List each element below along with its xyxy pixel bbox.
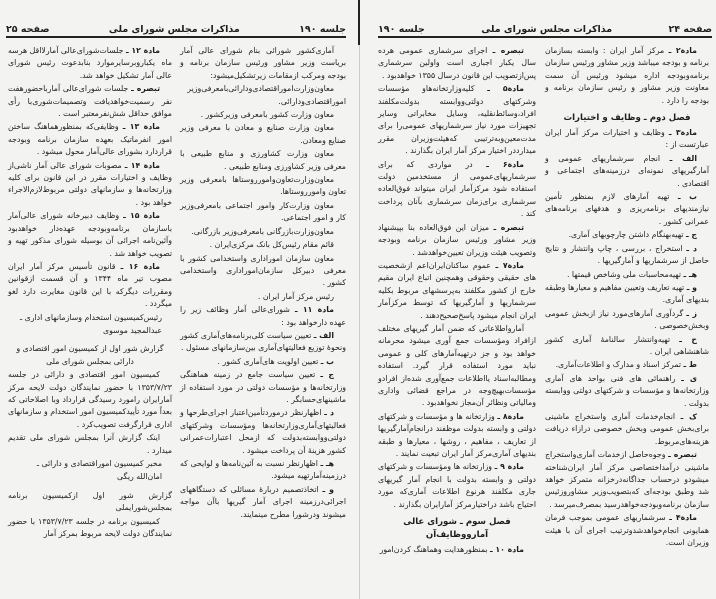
right-page-left-column bbox=[378, 45, 536, 557]
article-text: اینک گزارش آنرا بمجلس شورای ملی تقدیم میدارد . bbox=[8, 433, 172, 455]
article-text: وجوه‌حاصل ازخدمات آماری‌واستخراج ماشینی درآمداختصاصی مرکز آمار ایران‌شناخته میشودو درحساب جداگانه‌درخزانه متمرکز خواهد شد وطبق بودجه‌ای که‌بتصویب‌وزیر مشاوروزئیس سازمان برنامه‌وبودجه‌خواهدرسید بمصرف‌میرسد . bbox=[545, 450, 709, 509]
article-text: وظایف دبیرخانه شورای عالی‌آمار با‌سازمان برنامه‌وبودجه عهده‌دار خواهدبود وآئین‌نامه اجرائی آن بوسیله شورای مذکور تهیه و تصویب خواهد شد . bbox=[8, 211, 172, 258]
article-text: معاون وزارت صنایع و معادن با معرفی وزیر صنایع ومعادن. bbox=[180, 123, 346, 145]
article-text: تهیه‌وانتشار سالنامهٔ آماری کشور شاهنشاهی ایران . bbox=[545, 334, 709, 356]
article-label: مادة ۱۵ ـ bbox=[123, 211, 160, 221]
article-text: کمیسیون امور اقتصادی و دارائی در جلسه ۱۳۵۳/۷/۲۳ با حضور نمایندگان دولت لایحه مرکز آمارایران رامورد رسیدگی قرارداد وبا اصلاحاتی که بعداً مورد تأیید‌کمیسیون امور استخدام و سازمانهای اداری قرارگرفت تصویب‌کرد . bbox=[8, 370, 172, 429]
article-text: سرشماریهای عمومی بموجب فرمان همایونی انجام‌خواهدشدوترتیب اجرای آن با هیئت وزیران است. bbox=[545, 513, 709, 548]
article-paragraph bbox=[545, 512, 709, 549]
page-number: صفحه ۲۴ bbox=[668, 24, 712, 35]
article-label: مادة ۱۰ ـ bbox=[490, 545, 524, 555]
session-number: جلسه ۱۹۰ bbox=[378, 24, 425, 35]
article-text: تهیه آمارهای لازم بمنظور تأمین نیازمندیهای برنامه‌ریزی و هدفهای برنامه‌های عمرانی کشور . bbox=[545, 192, 709, 226]
article-text: وزارتخانه ها ومؤسسات و شرکتهای دولتی و وابسته بدولت با انجام آمار گیریهای جاری مکلفند هرنوع اطلاعات آماری‌که مورد احتیاج باشد دراختیارمرکز آمارایران بگذارند . bbox=[378, 462, 536, 509]
article-paragraph bbox=[180, 122, 346, 147]
article-text: میزان این فوق‌العاده بنا بپیشنهاد وزیر مشاور ورئیس سازمان برنامه وبودجه وتصویب هیئت وزیران تعیین‌خواهدشد . bbox=[378, 222, 536, 257]
article-paragraph bbox=[8, 261, 172, 311]
article-paragraph bbox=[545, 45, 709, 107]
article-text: معاون سازمان اموراداری واستخدامی کشور با معرفی دبیرکل سازمان‌اموراداری واستخدامی کشور . bbox=[180, 253, 346, 288]
article-paragraph bbox=[8, 83, 172, 120]
article-label: و ـ bbox=[686, 282, 697, 292]
article-text: در مواردی که برای سرشماریهای‌عمومی از مستخدمین دولت استفاده شود مرکز‌آمار ایران میتواند فوق‌العاده سرشماری برای‌زمان سرشماری بآنان پرداخت کند . bbox=[378, 159, 536, 219]
article-text: استخراج ، بررسی ، چاپ وانتشار و نتایج حاصل از سرشماریها و آمارگیریها . bbox=[545, 243, 709, 266]
article-paragraph bbox=[545, 373, 709, 410]
article-paragraph bbox=[8, 432, 172, 457]
article-label: مادة۳ ـ bbox=[668, 128, 697, 138]
article-paragraph bbox=[8, 160, 172, 210]
article-label: تبصره ـ bbox=[492, 46, 524, 55]
article-text: مرکز آمار ایران : وابسته بسازمان برنامه و بودجه میباشد وزیر مشاور ورئیس سازمان برنامه‌وبودجه اداره میشود ورئیس آن سمت معاونت وزیر مشاور و رئیس سازمان برنامه و بودجه را دارد . bbox=[545, 46, 709, 105]
article-text: تمرکز اسناد و مدارک و اطلاعات‌آماری. bbox=[555, 360, 682, 370]
article-label: مادة ۹ ـ bbox=[494, 462, 524, 472]
article-paragraph bbox=[180, 458, 346, 483]
article-text: کلیه‌وزارتخانه‌هاو مؤسسات وشرکتهای دولتی‌ووابسته بدولت‌مکلفند افراد،وسائط‌نقلیه، وسایل مخابراتی وسایر تجهیزات مورد نیاز سرشماریهای عمومی‌را برای مدت‌معین‌وبه‌ترتیبی که‌هیئت‌وزیران مقرر میدارد‌در اختیار مرکز آمار ایران بگذارند . bbox=[378, 84, 536, 156]
signature-line: عبدالمجید موسوی bbox=[103, 325, 162, 335]
article-paragraph bbox=[180, 148, 346, 173]
article-label: مادة۲ ـ bbox=[668, 46, 697, 55]
article-text: راهنمائی های فنی بواحد های آماری وزارتخانه‌ها و مؤسسات و شرکتهای دولتی ووابسته بدولت . bbox=[545, 373, 709, 408]
article-text: معاون‌وزارت‌تعاون‌وامورروستاها بامعرفی وزیر تعاون وامورروستاها. bbox=[180, 175, 346, 197]
book-spine bbox=[358, 0, 360, 45]
article-paragraph bbox=[180, 369, 346, 406]
article-paragraph bbox=[545, 243, 709, 268]
article-label: مادة ۱۴ ـ bbox=[124, 160, 160, 170]
article-text: تعیین سیاست جامع در زمینه هماهنگی وزارتخانه‌ها و مؤسسات دولتی در مورد استفاده از ماشینهای‌حسابگر . bbox=[180, 370, 346, 404]
article-text: وزارتخانه ها و مؤسسات و شرکتهای دولتی و وابسته بدولت موظفند درانجام‌آمارگیریها از تعاریف ، مفاهیم ، روشها ، معیارها و طبقه بندیهای آماری‌مرکز آمار ایران تبعیت نمایند . bbox=[378, 411, 536, 458]
article-label: الف ـ bbox=[669, 153, 698, 163]
article-paragraph bbox=[8, 45, 172, 82]
section-heading: فصل سوم ـ شورای عالی آماروو‌ظایف‌آن bbox=[403, 517, 511, 541]
article-paragraph bbox=[545, 411, 709, 448]
article-text: وظایفی‌که بمنظورهماهنگ ساختن امور انفرماتیک بعهده سازمان برنامه وبودجه قراردارد بشورای عالی‌آمار محول میشود . bbox=[8, 122, 172, 157]
article-paragraph bbox=[378, 544, 536, 556]
article-text: اجرای سرشماری عمومی هرده سال یکبار اجباری است واولین سرشماری پس‌ازتصویب این قانون درسال ۱۳۵۵ خواهدبود . bbox=[378, 46, 536, 80]
article-label: ز ـ bbox=[686, 308, 697, 318]
article-label: ی ـ bbox=[681, 373, 698, 383]
article-text: مصوبات شورای عالی آمار ناشی‌از وظایف و اختیارات مقرر در این قانون برای کلیه وزارتخانه‌ها و سازمانهای دولتی مربوط‌لازم‌الاجراء خواهد بود . bbox=[8, 160, 172, 207]
article-label: تبصره ـ bbox=[131, 84, 160, 94]
running-title: مذاکرات مجلس شورای ملی bbox=[481, 24, 613, 35]
signature-line: مخبر کمیسیون امور‌اقتصادی و دارائی ـ bbox=[36, 459, 162, 468]
article-label: تبصره ـ bbox=[493, 222, 524, 232]
article-paragraph bbox=[545, 127, 709, 152]
left-page-header bbox=[6, 22, 346, 38]
article-paragraph bbox=[180, 356, 346, 368]
left-page-left-column bbox=[8, 45, 172, 541]
right-page-right-column bbox=[545, 45, 709, 550]
article-label: مادة۶ ـ bbox=[486, 159, 524, 169]
article-text: گردآوری آمارهای‌مورد نیاز ازبخش عمومی وبخش‌خصوصی . bbox=[545, 308, 709, 331]
article-text: معاون وزارت کشور بامعرفی وزیرکشور . bbox=[200, 110, 334, 120]
article-text: اظهارنظر درموردتأمین‌اعتبار اجرای‌طرحها و فعالیتهای‌آماری‌وزارتخانه‌ها ومؤسسات وشرکتهای دولتی‌ووابسته‌بدولت که ازمحل اعتبارات‌عمرانی کشور هزینهٔ آن پرداخت میشود . bbox=[180, 408, 346, 455]
article-label: هـ ـ bbox=[320, 459, 334, 468]
section-heading: فصل دوم ـ وظایف و اختیارات bbox=[563, 113, 691, 124]
article-text: جلسات شورای‌عالی آماربا‌حضور‌هفت نفر رسمیت‌خواهدیافت وتصمیمات‌شوری‌با رأی موافق حداقل شش‌نفرمعتبر است . bbox=[8, 84, 172, 119]
article-label: مادة ۱۳ ـ bbox=[122, 122, 161, 132]
article-label: مادة۸ ـ bbox=[497, 411, 524, 421]
article-label: ح ـ bbox=[679, 334, 698, 344]
page-number: صفحه ۲۵ bbox=[6, 24, 50, 35]
article-paragraph bbox=[545, 229, 709, 241]
article-label: الف ـ bbox=[313, 330, 334, 340]
article-paragraph bbox=[378, 159, 536, 221]
article-paragraph bbox=[180, 239, 346, 251]
article-text: انجام‌خدمات آماری واستخراج ماشینی برای‌بخش عمومی وبخش خصوصی درازاء دریافت هزینه‌های‌مربوط. bbox=[545, 411, 709, 446]
article-paragraph bbox=[545, 308, 709, 333]
page-divider bbox=[359, 45, 360, 599]
article-label: مادة۷ ـ bbox=[495, 260, 524, 270]
article-paragraph bbox=[378, 323, 536, 410]
article-text: آمارواطلاعاتی که ضمن آمار گیریهای مختلف ازافراد ومؤسسات جمع آوری میشود محرمانه خواهد بود و جز درتهیه‌آمارهای کلی و عمومی نباید مورد استفاده قرار گیرد. استفاده ومطالبه‌اسناد یااطلاعات جمع‌آوری شده‌از افرادو مؤسسات‌بهیچ‌وجه در مراجع قضائی واداری ومالیاتی ونظائر آن‌مجاز نخواهدبود . bbox=[378, 323, 536, 408]
article-paragraph bbox=[378, 222, 536, 259]
article-text: تعیین سیاست کلی‌برنامه‌های‌آماری کشور ونحوهٔ توزیع فعالیتهای‌آماری بین‌سازمانهای مسئول . bbox=[179, 330, 346, 353]
right-page-header bbox=[378, 22, 712, 38]
article-paragraph bbox=[180, 407, 346, 457]
article-label: مادة ۱۶ ـ bbox=[120, 261, 160, 271]
article-paragraph bbox=[8, 121, 172, 158]
article-label: ب ـ bbox=[320, 356, 334, 366]
article-paragraph bbox=[545, 282, 709, 307]
article-paragraph bbox=[545, 359, 709, 371]
article-label: د ـ bbox=[686, 243, 697, 253]
signature-line: امان‌الله ریگی bbox=[117, 472, 162, 482]
article-text: جلسات‌شورای‌عالی آمارلااقل هرسه ماه یکباروبرسایرموارد بنابدعوت رئیس شورای عالی آمار تشکیل خواهد شد. bbox=[8, 46, 172, 80]
article-paragraph bbox=[180, 253, 346, 290]
article-paragraph bbox=[378, 83, 536, 157]
article-text: تهیه تعاریف وتعیین مفاهیم و معیارها وطبقه بندیهای آماری. bbox=[545, 282, 709, 305]
article-paragraph bbox=[8, 516, 172, 541]
article-paragraph bbox=[180, 330, 346, 355]
article-paragraph bbox=[180, 200, 346, 225]
article-paragraph bbox=[180, 291, 346, 303]
article-text: اتخاذ‌تصمیم دربارهٔ مسائلی که دستگاههای اجرائی‌درزمینه اجرای آمار گیریها باآن مواجه میشوند ودرشورا مطرح مینمایند. bbox=[180, 484, 346, 519]
article-paragraph bbox=[378, 45, 536, 82]
article-paragraph bbox=[378, 260, 536, 322]
article-text: آماری‌کشور شورائی بنام شورای عالی آمار بریاست وزیر مشاور ورئیس سازمان برنامه و بودجه ومرکب ازمقامات زیرتشکیل‌میشود: bbox=[180, 46, 346, 80]
article-label: ک ـ bbox=[680, 411, 697, 421]
article-text: قانون تأسیس مرکز آمار ایران مصوب تیر ماه ۱۳۴۴ و آن قسمت ازقوانین ومقررات دیگرکه با این قانون مغایرت دارد لغو میگردد . bbox=[8, 261, 172, 309]
article-text: اظهارنظر نسبت به آئین‌نامه‌ها و لوایحی که درزمینه‌آمار‌تهیه میشود. bbox=[180, 459, 346, 481]
article-label: مادة۴ ـ bbox=[669, 513, 697, 523]
article-label: و ـ bbox=[322, 484, 335, 494]
article-label: ط ـ bbox=[683, 360, 697, 370]
article-label: هـ ـ bbox=[683, 269, 697, 279]
running-title: مذاکرات مجلس شورای ملی bbox=[108, 24, 240, 35]
session-number: جلسه ۱۹۰ bbox=[299, 24, 346, 35]
article-label: مادة۵ ـ bbox=[487, 84, 524, 94]
article-paragraph bbox=[545, 153, 709, 190]
article-text: معاون‌وزارت‌امور‌اقتصادی‌ودارائی‌بامعرفی‌وزیر امور‌اقتصادی‌ودارائی. bbox=[187, 84, 346, 106]
article-paragraph bbox=[180, 45, 346, 82]
article-paragraph bbox=[180, 83, 346, 108]
article-paragraph bbox=[545, 449, 709, 511]
article-paragraph bbox=[180, 304, 346, 329]
article-text: بمنظورهدایت وهماهنگ کردن‌امور bbox=[379, 545, 488, 555]
article-text: کمیسیون برنامه در جلسه ۱۳۵۳/۷/۲۳ با حضور نمایندگان دولت لایحه مربوط بمرکز آمار bbox=[8, 516, 172, 539]
article-label: ج ـ bbox=[320, 370, 335, 380]
article-label: د ـ bbox=[324, 408, 334, 418]
article-text: معاون‌وزارت‌بازرگانی بامعرفی‌وزیر بازرگانی. bbox=[191, 226, 334, 236]
article-text: قائم مقام رئیس‌کل بانک مرکزی‌ایران . bbox=[209, 240, 334, 250]
article-label: ب ـ bbox=[677, 192, 697, 202]
article-paragraph bbox=[8, 369, 172, 431]
article-label: تبصره ـ bbox=[668, 450, 697, 460]
article-paragraph bbox=[378, 411, 536, 461]
article-paragraph bbox=[378, 461, 536, 511]
article-paragraph bbox=[180, 174, 346, 199]
signature-line: رئیس‌کمیسیون استخدام وسازمانهای اداری ـ bbox=[19, 312, 162, 322]
article-text: وظایف و اختیارات مرکز آمار ایران عبارتست از : bbox=[545, 128, 709, 150]
article-paragraph bbox=[180, 226, 346, 238]
article-text: معاون وزارت‌کار وامور اجتماعی بامعرفی‌وزیر کار و امور اجتماعی. bbox=[180, 200, 346, 223]
report-title: گزارش شور اول ازکمیسیون برنامه بمجلس‌شورایملی bbox=[8, 490, 172, 513]
article-paragraph bbox=[180, 484, 346, 521]
article-text: رئیس مرکز آمار ایران . bbox=[257, 291, 334, 301]
left-page-right-column bbox=[180, 45, 346, 522]
article-text: تهیه‌محاسبات ملی وشاخص قیمتها . bbox=[566, 269, 682, 279]
article-text: انجام سرشماریهای عمومی و آمارگیریهای نمونه‌ای درزمینه‌های اجتماعی و اقتصادی . bbox=[545, 153, 709, 188]
article-paragraph bbox=[545, 269, 709, 281]
article-label: مادة ۱۲ ـ bbox=[125, 46, 160, 55]
article-text: شورای‌عالی آمار وظائف زیر را عهده دارخواهد بود : bbox=[180, 305, 346, 327]
article-paragraph bbox=[545, 334, 709, 359]
article-paragraph bbox=[545, 191, 709, 228]
article-text: تعیین اولویت های‌آماری کشور . bbox=[217, 356, 319, 366]
article-text: عموم ساکنان‌ایران‌اعم ازشخصیت های حقیقی وحقوقی وهمچنین اتباع ایران مقیم خارج از کشور مکلفند به‌پرسشهای مربوط بکلیه سرشماریها و آمارگیریها که توسط مرکز‌آمار ایران انجام میشود پاسخ‌صحیح‌دهند . bbox=[378, 260, 536, 320]
article-text: معاون وزارت کشاورزی و منابع طبیعی با معرفی وزیر کشاورزی ومنابع طبیعی . bbox=[180, 149, 346, 171]
article-text: تهیه‌بهنگام داشتن چارچوبهای آماری. bbox=[568, 230, 684, 240]
article-paragraph bbox=[8, 210, 172, 260]
article-label: مادة ۱۱ ـ bbox=[294, 305, 334, 315]
report-title: گزارش شور اول از کمیسیون امور اقتصادی و دارائی بمجلس شورای ملی bbox=[16, 344, 164, 366]
article-label: ج ـ bbox=[686, 230, 697, 240]
article-paragraph bbox=[180, 109, 346, 121]
